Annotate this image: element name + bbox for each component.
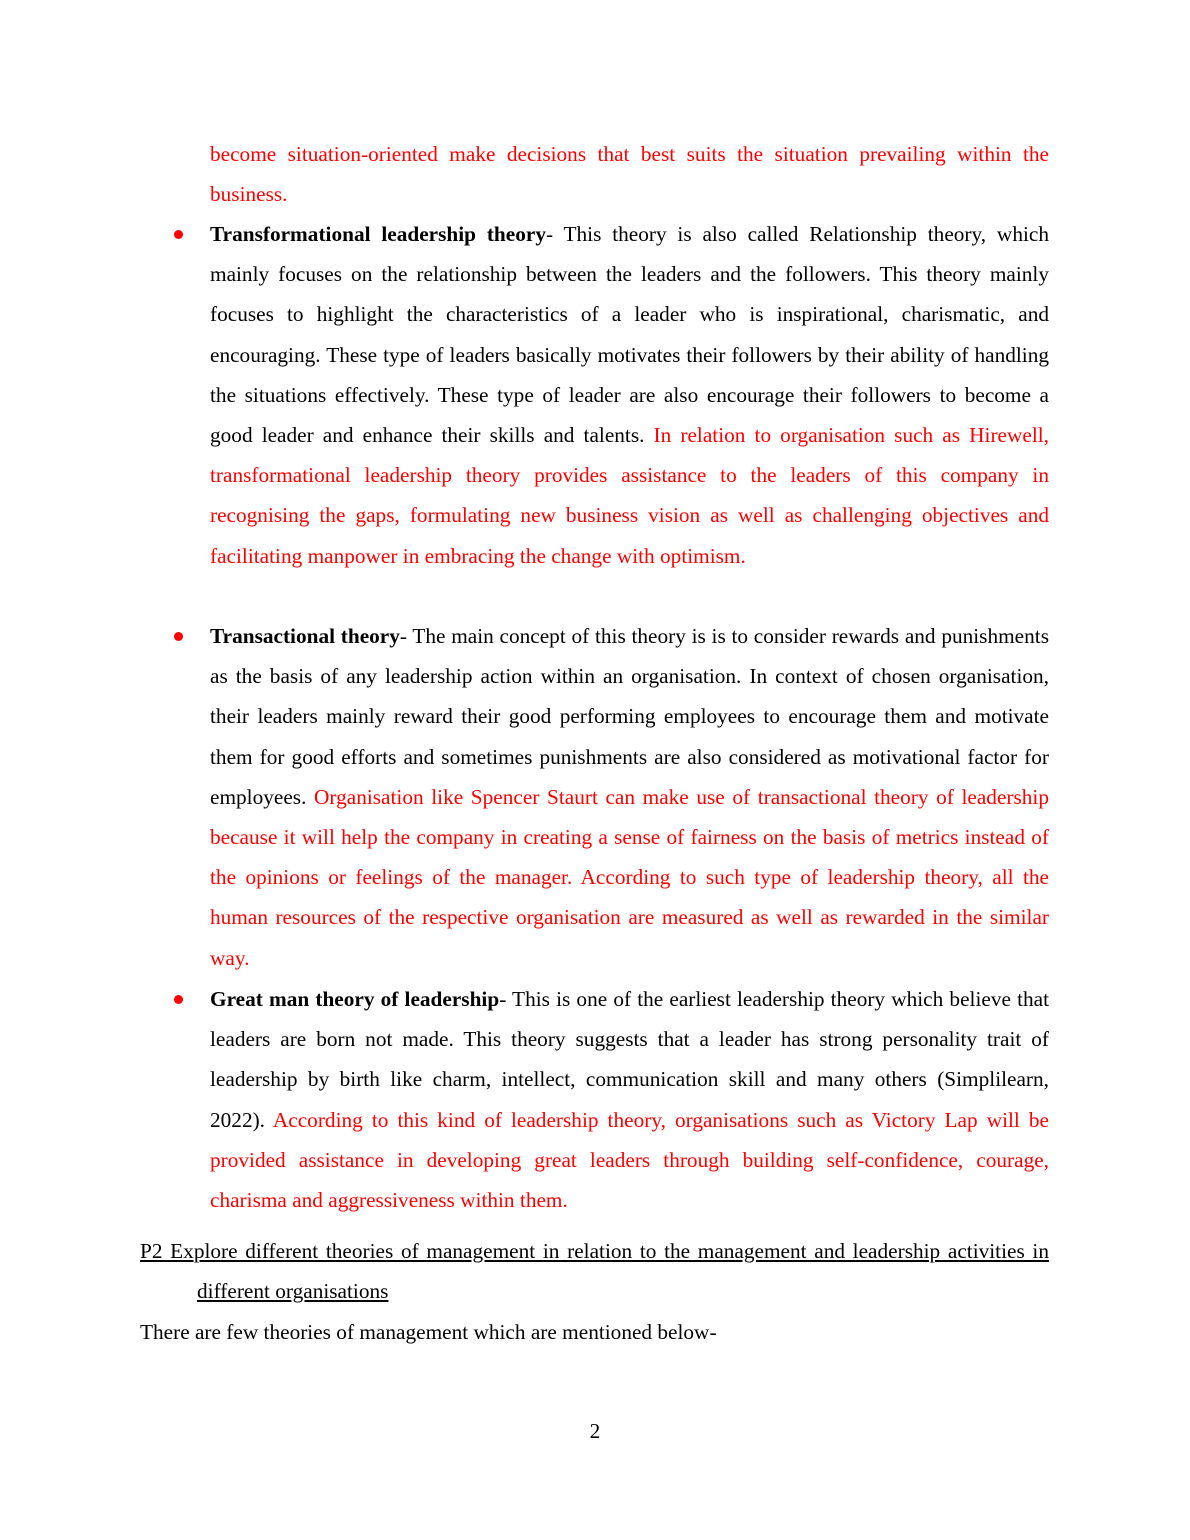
bullet-item-transactional [210,616,1049,978]
intro-paragraph: There are few theories of management which are mentioned below- [140,1320,717,1344]
bullet-text: - This theory is also called Relationship theory, which mainly focuses on the relationship between the leaders and the followers. This theory mainly focuses to highlight the characteristics of a leader who is inspirational, charismatic, and encouraging. These type of leaders basically motivates their followers by their ability of handling the situations effectively. These type of leader are also encourage their followers to become a good leader and enhance their skills and talents. [210,222,1049,448]
bullet-red-text: Organisation like Spencer Staurt can make use of transactional theory of leadership because it will help the company in creating a sense of fairness on the basis of metrics instead of the opinions or feelings of the manager. According to such type of leadership theory, all the human resources of the respective organisation are measured as well as rewarded in the similar way. [210,784,1049,970]
bullet-red-text: In relation to organisation such as Hirewell, transformational leadership theory provides assistance to the leaders of this company in recognising the gaps, formulating new business vision as well as challenging objectives and facilitating manpower in embracing the change with optimism. [210,423,1049,568]
bullet-icon [174,995,183,1004]
bullet-text: - The main concept of this theory is is to consider rewards and punishments as the basis of any leadership action within an organisation. In context of chosen organisation, their leaders mainly reward their good performing employees to encourage them and motivate them for good efforts and sometimes punishments are also considered as motivational factor for employees. [210,624,1049,809]
bullet-title: Transactional theory [210,624,400,648]
bullet-item-great-man [210,979,1049,1220]
bullet-red-text: According to this kind of leadership theory, organisations such as Victory Lap will be provided assistance in developing great leaders through building self-confidence, courage, charisma and aggressiveness within them. [210,1107,1049,1213]
page-number: 2 [589,1419,601,1443]
continuation-paragraph: become situation-oriented make decisions that best suits the situation prevailing within the business. [210,142,1049,207]
section-heading: P2 Explore different theories of management in relation to the management and leadership activities in different organisations [140,1239,1049,1304]
bullet-title: Transformational leadership theory [210,222,546,246]
bullet-icon [174,632,183,641]
bullet-title: Great man theory of leadership [210,987,500,1011]
bullet-item-transformational [210,214,1049,576]
bullet-icon [174,230,183,239]
bullet-text: - This is one of the earliest leadership theory which believe that leaders are born not made. This theory suggests that a leader has strong personality trait of leadership by birth like charm, intellect, communication skill and many others (Simplilearn, 2022). [210,987,1049,1132]
